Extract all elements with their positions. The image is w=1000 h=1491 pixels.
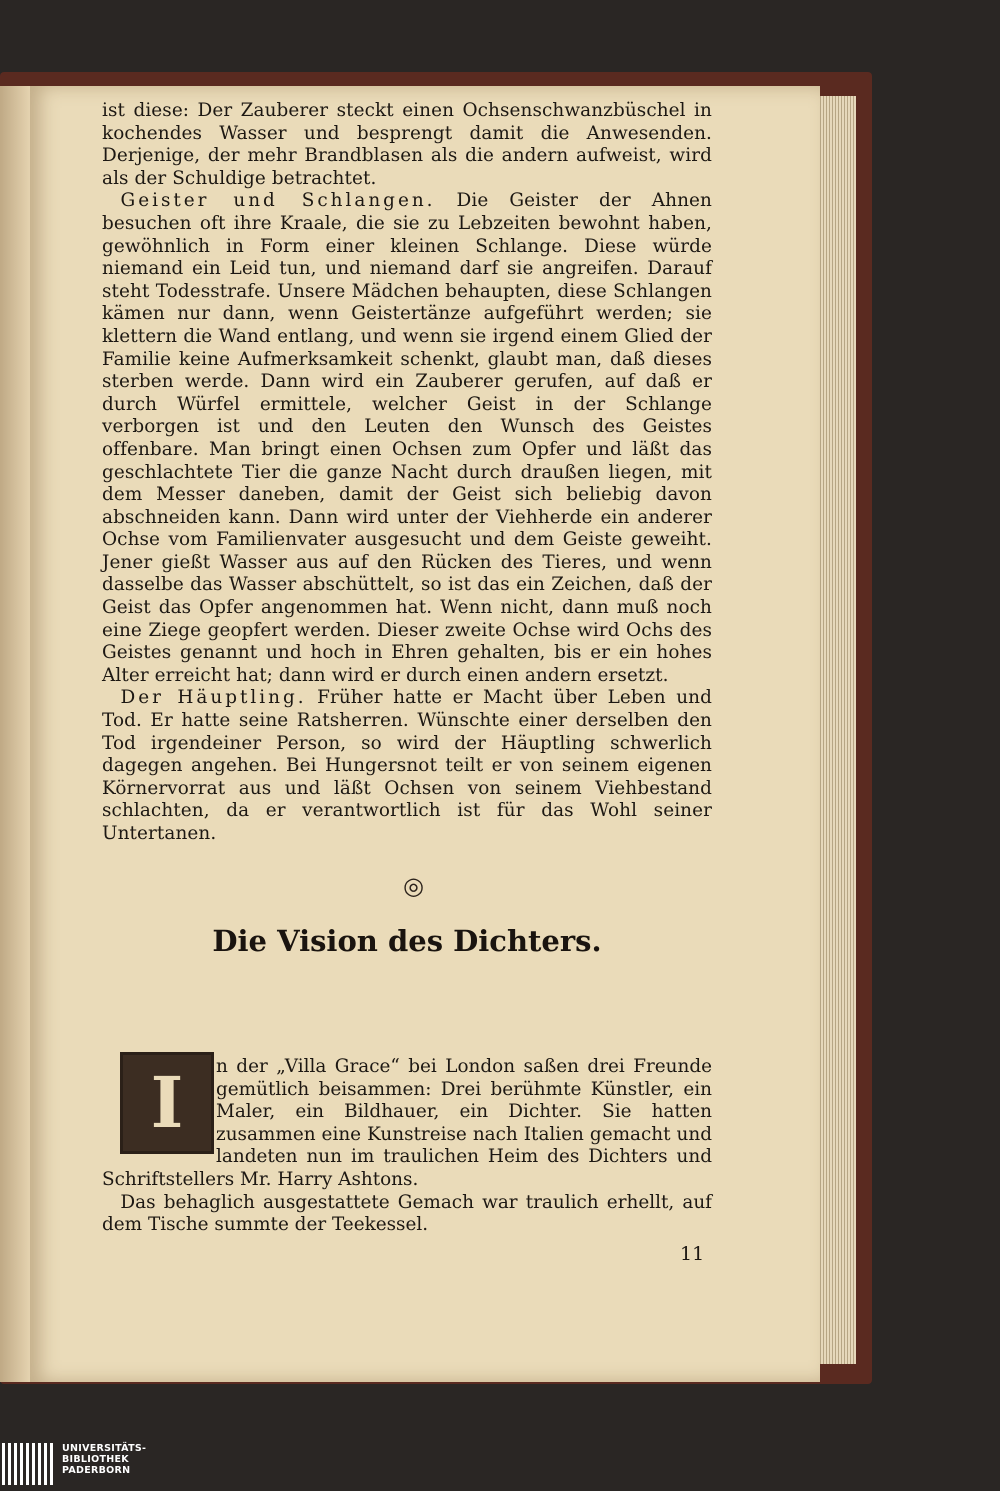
ornament-icon: ◎ [403, 872, 424, 900]
body-text [102, 100, 712, 846]
initial-letter: I [150, 1061, 184, 1144]
page-number: 11 [680, 1243, 705, 1265]
page-edges [818, 96, 856, 1364]
library-line-1: UNIVERSITÄTS- [62, 1443, 147, 1454]
library-line-2: BIBLIOTHEK [62, 1454, 129, 1465]
initial-spacer [102, 1056, 216, 1148]
section-heading: Die Vision des Dichters. [212, 924, 602, 958]
section-2-text [102, 1056, 712, 1237]
paragraph-3 [102, 687, 712, 845]
paragraph-2-lead: Geister und Schlangen. [120, 190, 436, 212]
section-2-paragraph-2 [102, 1192, 712, 1237]
paragraph-3-text: Früher hatte er Macht über Leben und Tod. Er hatte seine Ratsherren. Wünschte einer derselben den Tod irgendeiner Person, so wird der Häuptling schwerlich dagegen angehen. Bei Hungersnot teilt er von seinem eigenen Körnervorrat aus und läßt Ochsen von seinem Viehbestand schlachten, da er verantwortlich ist für das Wohl seiner Untertanen. [102, 687, 712, 844]
facing-page-edge [0, 86, 30, 1382]
section-2-paragraph-1: n der „Villa Grace“ bei London saßen drei Freunde gemütlich beisammen: Drei berühmte Künstler, ein Maler, ein Bildhauer, ein Dichter. Sie hatten zusammen eine Kunstreise nach Italien gemacht und landeten nun im traulichen Heim des Dichters und Schriftstellers Mr. Harry Ashtons. [102, 1056, 712, 1190]
paragraph-3-lead: Der Häuptling. [120, 687, 307, 709]
library-logo-text [62, 1443, 146, 1476]
library-line-3: PADERBORN [62, 1465, 131, 1476]
paragraph-2-text: Die Geister der Ahnen besuchen oft ihre Kraale, die sie zu Lebzeiten bewohnt haben, gewöhnlich in Form einer kleinen Schlange. Diese würde niemand ein Leid tun, und niemand darf sie angreifen. Darauf steht Todesstrafe. Unsere Mädchen behaupten, diese Schlangen kämen nur dann, wenn Geistertänze aufgeführt werden; sie klettern die Wand entlang, und wenn sie irgend einem Glied der Familie keine Aufmerksamkeit schenkt, glaubt man, daß dieses sterben werde. Dann wird ein Zauberer gerufen, auf daß er durch Würfel ermittele, welcher Geist in der Schlange verborgen ist und den Leuten den Wunsch des Geistes offenbare. Man bringt einen Ochsen zum Opfer und läßt das geschlachtete Tier die ganze Nacht durch draußen liegen, mit dem Messer daneben, damit der Geist sich beliebig davon abschneiden kann. Dann wird unter der Viehherde ein anderer Ochse vom Familienvater ausgesucht und dem Geiste geweiht. Jener gießt Wasser aus auf den Rücken des Tieres, und wenn dasselbe das Wasser abschüttelt, so ist das ein Zeichen, daß der Geist das Opfer angenommen hat. Wenn nicht, dann muß noch eine Ziege geopfert werden. Dieser zweite Ochse wird Ochs des Geistes genannt und hoch in Ehren gehalten, bis er ein hohes Alter erreicht hat; dann wird er durch einen andern ersetzt. [102, 190, 712, 686]
paragraph-1: ist diese: Der Zauberer steckt einen Ochsenschwanzbüschel in kochendes Wasser und besprengt damit die Anwesenden. Derjenige, der mehr Brandblasen als die andern aufweist, wird als der Schuldige betrachtet. [102, 100, 712, 189]
section-2-paragraph-2-text: Das behaglich ausgestattete Gemach war traulich erhellt, auf dem Tische summte der Teekessel. [102, 1191, 712, 1236]
paragraph-2 [102, 190, 712, 687]
